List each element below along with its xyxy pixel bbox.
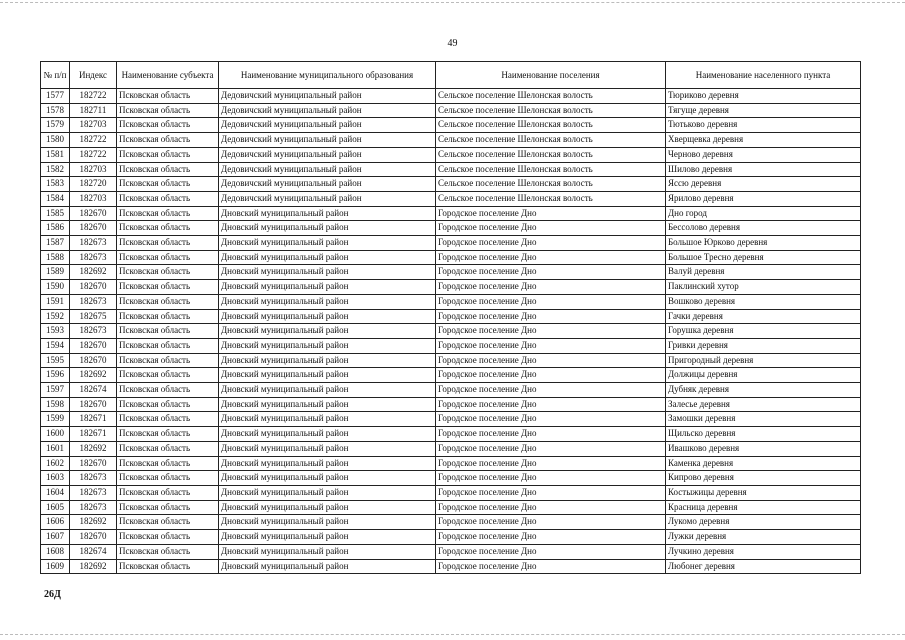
settlement-name-cell: Городское поселение Дно bbox=[436, 294, 666, 309]
postal-index-cell: 182673 bbox=[70, 236, 117, 251]
settlement-name-cell: Сельское поселение Шелонская волость bbox=[436, 89, 666, 104]
locality-name-cell: Дубняк деревня bbox=[666, 383, 861, 398]
postal-index-cell: 182673 bbox=[70, 294, 117, 309]
row-number-cell: 1603 bbox=[41, 471, 70, 486]
table-row bbox=[41, 515, 861, 530]
settlement-name-cell: Городское поселение Дно bbox=[436, 250, 666, 265]
table-row bbox=[41, 280, 861, 295]
subject-name-cell: Псковская область bbox=[117, 89, 219, 104]
locality-name-cell: Каменка деревня bbox=[666, 456, 861, 471]
settlement-name-cell: Сельское поселение Шелонская волость bbox=[436, 133, 666, 148]
settlement-name-cell: Городское поселение Дно bbox=[436, 309, 666, 324]
bottom-edge-rule bbox=[0, 634, 905, 635]
row-number-cell: 1596 bbox=[41, 368, 70, 383]
table-row bbox=[41, 221, 861, 236]
table-row bbox=[41, 309, 861, 324]
table-row bbox=[41, 118, 861, 133]
table-row bbox=[41, 338, 861, 353]
row-number-cell: 1595 bbox=[41, 353, 70, 368]
municipality-name-cell: Дновский муниципальный район bbox=[219, 338, 436, 353]
subject-name-cell: Псковская область bbox=[117, 338, 219, 353]
locality-name-cell: Дно город bbox=[666, 206, 861, 221]
column-header-settlement: Наименование поселения bbox=[436, 62, 666, 89]
row-number-cell: 1587 bbox=[41, 236, 70, 251]
settlement-name-cell: Сельское поселение Шелонская волость bbox=[436, 147, 666, 162]
locality-name-cell: Гачки деревня bbox=[666, 309, 861, 324]
municipality-name-cell: Дедовичский муниципальный район bbox=[219, 162, 436, 177]
table-row bbox=[41, 500, 861, 515]
table-row bbox=[41, 206, 861, 221]
row-number-cell: 1597 bbox=[41, 383, 70, 398]
subject-name-cell: Псковская область bbox=[117, 544, 219, 559]
postal-index-cell: 182670 bbox=[70, 221, 117, 236]
row-number-cell: 1592 bbox=[41, 309, 70, 324]
table-row bbox=[41, 324, 861, 339]
municipality-name-cell: Дновский муниципальный район bbox=[219, 515, 436, 530]
subject-name-cell: Псковская область bbox=[117, 221, 219, 236]
table-row bbox=[41, 441, 861, 456]
locality-name-cell: Тюриково деревня bbox=[666, 89, 861, 104]
page-number: 49 bbox=[447, 38, 458, 49]
municipality-name-cell: Дновский муниципальный район bbox=[219, 397, 436, 412]
row-number-cell: 1594 bbox=[41, 338, 70, 353]
postal-index-cell: 182703 bbox=[70, 118, 117, 133]
row-number-cell: 1586 bbox=[41, 221, 70, 236]
table-row bbox=[41, 147, 861, 162]
settlement-name-cell: Сельское поселение Шелонская волость bbox=[436, 177, 666, 192]
table-row bbox=[41, 427, 861, 442]
locality-name-cell: Гривки деревня bbox=[666, 338, 861, 353]
settlement-name-cell: Городское поселение Дно bbox=[436, 265, 666, 280]
settlement-name-cell: Городское поселение Дно bbox=[436, 485, 666, 500]
locality-name-cell: Шилово деревня bbox=[666, 162, 861, 177]
locality-name-cell: Горушка деревня bbox=[666, 324, 861, 339]
settlements-table bbox=[40, 61, 861, 574]
municipality-name-cell: Дедовичский муниципальный район bbox=[219, 191, 436, 206]
subject-name-cell: Псковская область bbox=[117, 383, 219, 398]
subject-name-cell: Псковская область bbox=[117, 559, 219, 574]
subject-name-cell: Псковская область bbox=[117, 530, 219, 545]
municipality-name-cell: Дновский муниципальный район bbox=[219, 383, 436, 398]
settlement-name-cell: Городское поселение Дно bbox=[436, 368, 666, 383]
subject-name-cell: Псковская область bbox=[117, 412, 219, 427]
settlement-name-cell: Городское поселение Дно bbox=[436, 353, 666, 368]
municipality-name-cell: Дновский муниципальный район bbox=[219, 250, 436, 265]
postal-index-cell: 182670 bbox=[70, 338, 117, 353]
settlement-name-cell: Городское поселение Дно bbox=[436, 544, 666, 559]
table-row bbox=[41, 133, 861, 148]
table-row bbox=[41, 89, 861, 104]
locality-name-cell: Красница деревня bbox=[666, 500, 861, 515]
table-body bbox=[41, 89, 861, 574]
municipality-name-cell: Дновский муниципальный район bbox=[219, 206, 436, 221]
settlement-name-cell: Сельское поселение Шелонская волость bbox=[436, 191, 666, 206]
subject-name-cell: Псковская область bbox=[117, 103, 219, 118]
municipality-name-cell: Дновский муниципальный район bbox=[219, 309, 436, 324]
row-number-cell: 1589 bbox=[41, 265, 70, 280]
row-number-cell: 1607 bbox=[41, 530, 70, 545]
postal-index-cell: 182670 bbox=[70, 280, 117, 295]
postal-index-cell: 182670 bbox=[70, 397, 117, 412]
subject-name-cell: Псковская область bbox=[117, 471, 219, 486]
row-number-cell: 1577 bbox=[41, 89, 70, 104]
table-row bbox=[41, 162, 861, 177]
table-row bbox=[41, 368, 861, 383]
row-number-cell: 1591 bbox=[41, 294, 70, 309]
row-number-cell: 1599 bbox=[41, 412, 70, 427]
municipality-name-cell: Дновский муниципальный район bbox=[219, 265, 436, 280]
table-row bbox=[41, 265, 861, 280]
subject-name-cell: Псковская область bbox=[117, 265, 219, 280]
postal-index-cell: 182675 bbox=[70, 309, 117, 324]
municipality-name-cell: Дедовичский муниципальный район bbox=[219, 147, 436, 162]
subject-name-cell: Псковская область bbox=[117, 515, 219, 530]
row-number-cell: 1583 bbox=[41, 177, 70, 192]
settlement-name-cell: Городское поселение Дно bbox=[436, 559, 666, 574]
column-header-subject: Наименование субъекта bbox=[117, 62, 219, 89]
settlement-name-cell: Городское поселение Дно bbox=[436, 515, 666, 530]
table-row bbox=[41, 544, 861, 559]
row-number-cell: 1604 bbox=[41, 485, 70, 500]
locality-name-cell: Тютьково деревня bbox=[666, 118, 861, 133]
subject-name-cell: Псковская область bbox=[117, 177, 219, 192]
postal-index-cell: 182671 bbox=[70, 427, 117, 442]
locality-name-cell: Ярилово деревня bbox=[666, 191, 861, 206]
locality-name-cell: Лучкино деревня bbox=[666, 544, 861, 559]
locality-name-cell: Пригородный деревня bbox=[666, 353, 861, 368]
subject-name-cell: Псковская область bbox=[117, 309, 219, 324]
postal-index-cell: 182673 bbox=[70, 500, 117, 515]
row-number-cell: 1593 bbox=[41, 324, 70, 339]
settlement-name-cell: Городское поселение Дно bbox=[436, 221, 666, 236]
postal-index-cell: 182722 bbox=[70, 89, 117, 104]
row-number-cell: 1605 bbox=[41, 500, 70, 515]
settlement-name-cell: Городское поселение Дно bbox=[436, 338, 666, 353]
table-row bbox=[41, 485, 861, 500]
municipality-name-cell: Дновский муниципальный район bbox=[219, 221, 436, 236]
municipality-name-cell: Дновский муниципальный район bbox=[219, 280, 436, 295]
postal-index-cell: 182722 bbox=[70, 133, 117, 148]
locality-name-cell: Лукомо деревня bbox=[666, 515, 861, 530]
municipality-name-cell: Дедовичский муниципальный район bbox=[219, 89, 436, 104]
subject-name-cell: Псковская область bbox=[117, 280, 219, 295]
settlement-name-cell: Городское поселение Дно bbox=[436, 456, 666, 471]
row-number-cell: 1582 bbox=[41, 162, 70, 177]
municipality-name-cell: Дновский муниципальный район bbox=[219, 427, 436, 442]
subject-name-cell: Псковская область bbox=[117, 397, 219, 412]
municipality-name-cell: Дновский муниципальный район bbox=[219, 324, 436, 339]
settlement-name-cell: Городское поселение Дно bbox=[436, 500, 666, 515]
subject-name-cell: Псковская область bbox=[117, 162, 219, 177]
postal-index-cell: 182692 bbox=[70, 265, 117, 280]
settlement-name-cell: Городское поселение Дно bbox=[436, 236, 666, 251]
subject-name-cell: Псковская область bbox=[117, 368, 219, 383]
row-number-cell: 1601 bbox=[41, 441, 70, 456]
settlement-name-cell: Городское поселение Дно bbox=[436, 324, 666, 339]
settlement-name-cell: Городское поселение Дно bbox=[436, 206, 666, 221]
locality-name-cell: Яссю деревня bbox=[666, 177, 861, 192]
postal-index-cell: 182670 bbox=[70, 530, 117, 545]
top-edge-rule bbox=[0, 2, 905, 3]
subject-name-cell: Псковская область bbox=[117, 485, 219, 500]
subject-name-cell: Псковская область bbox=[117, 236, 219, 251]
locality-name-cell: Тягуще деревня bbox=[666, 103, 861, 118]
settlement-name-cell: Городское поселение Дно bbox=[436, 383, 666, 398]
subject-name-cell: Псковская область bbox=[117, 353, 219, 368]
subject-name-cell: Псковская область bbox=[117, 441, 219, 456]
municipality-name-cell: Дновский муниципальный район bbox=[219, 471, 436, 486]
municipality-name-cell: Дедовичский муниципальный район bbox=[219, 118, 436, 133]
table-row bbox=[41, 412, 861, 427]
locality-name-cell: Щильско деревня bbox=[666, 427, 861, 442]
postal-index-cell: 182692 bbox=[70, 441, 117, 456]
settlement-name-cell: Городское поселение Дно bbox=[436, 441, 666, 456]
row-number-cell: 1580 bbox=[41, 133, 70, 148]
row-number-cell: 1602 bbox=[41, 456, 70, 471]
locality-name-cell: Кипрово деревня bbox=[666, 471, 861, 486]
locality-name-cell: Костыжицы деревня bbox=[666, 485, 861, 500]
postal-index-cell: 182673 bbox=[70, 471, 117, 486]
subject-name-cell: Псковская область bbox=[117, 500, 219, 515]
municipality-name-cell: Дновский муниципальный район bbox=[219, 353, 436, 368]
subject-name-cell: Псковская область bbox=[117, 191, 219, 206]
locality-name-cell: Валуй деревня bbox=[666, 265, 861, 280]
locality-name-cell: Ивашково деревня bbox=[666, 441, 861, 456]
table-row bbox=[41, 471, 861, 486]
subject-name-cell: Псковская область bbox=[117, 206, 219, 221]
table-row bbox=[41, 103, 861, 118]
table-row bbox=[41, 236, 861, 251]
postal-index-cell: 182674 bbox=[70, 383, 117, 398]
table-row bbox=[41, 177, 861, 192]
footer-code: 26Д bbox=[44, 589, 61, 600]
locality-name-cell: Залесье деревня bbox=[666, 397, 861, 412]
row-number-cell: 1584 bbox=[41, 191, 70, 206]
postal-index-cell: 182692 bbox=[70, 368, 117, 383]
municipality-name-cell: Дновский муниципальный район bbox=[219, 368, 436, 383]
row-number-cell: 1581 bbox=[41, 147, 70, 162]
subject-name-cell: Псковская область bbox=[117, 456, 219, 471]
table-row bbox=[41, 294, 861, 309]
subject-name-cell: Псковская область bbox=[117, 118, 219, 133]
subject-name-cell: Псковская область bbox=[117, 250, 219, 265]
municipality-name-cell: Дновский муниципальный район bbox=[219, 544, 436, 559]
table-row bbox=[41, 250, 861, 265]
row-number-cell: 1578 bbox=[41, 103, 70, 118]
subject-name-cell: Псковская область bbox=[117, 147, 219, 162]
table-row bbox=[41, 397, 861, 412]
row-number-cell: 1585 bbox=[41, 206, 70, 221]
municipality-name-cell: Дновский муниципальный район bbox=[219, 485, 436, 500]
municipality-name-cell: Дедовичский муниципальный район bbox=[219, 103, 436, 118]
settlement-name-cell: Городское поселение Дно bbox=[436, 280, 666, 295]
postal-index-cell: 182692 bbox=[70, 559, 117, 574]
postal-index-cell: 182674 bbox=[70, 544, 117, 559]
postal-index-cell: 182670 bbox=[70, 353, 117, 368]
row-number-cell: 1608 bbox=[41, 544, 70, 559]
table-row bbox=[41, 559, 861, 574]
municipality-name-cell: Дновский муниципальный район bbox=[219, 236, 436, 251]
postal-index-cell: 182703 bbox=[70, 162, 117, 177]
subject-name-cell: Псковская область bbox=[117, 427, 219, 442]
postal-index-cell: 182673 bbox=[70, 250, 117, 265]
table-row bbox=[41, 383, 861, 398]
settlement-name-cell: Городское поселение Дно bbox=[436, 427, 666, 442]
locality-name-cell: Должицы деревня bbox=[666, 368, 861, 383]
row-number-cell: 1600 bbox=[41, 427, 70, 442]
column-header-index: Индекс bbox=[70, 62, 117, 89]
subject-name-cell: Псковская область bbox=[117, 294, 219, 309]
municipality-name-cell: Дновский муниципальный район bbox=[219, 412, 436, 427]
settlement-name-cell: Городское поселение Дно bbox=[436, 397, 666, 412]
postal-index-cell: 182692 bbox=[70, 515, 117, 530]
locality-name-cell: Большое Юрково деревня bbox=[666, 236, 861, 251]
table-row bbox=[41, 191, 861, 206]
locality-name-cell: Замошки деревня bbox=[666, 412, 861, 427]
locality-name-cell: Любонег деревня bbox=[666, 559, 861, 574]
postal-index-cell: 182711 bbox=[70, 103, 117, 118]
postal-index-cell: 182670 bbox=[70, 206, 117, 221]
settlement-name-cell: Сельское поселение Шелонская волость bbox=[436, 103, 666, 118]
municipality-name-cell: Дновский муниципальный район bbox=[219, 294, 436, 309]
postal-index-cell: 182722 bbox=[70, 147, 117, 162]
subject-name-cell: Псковская область bbox=[117, 324, 219, 339]
settlement-name-cell: Городское поселение Дно bbox=[436, 530, 666, 545]
locality-name-cell: Лужки деревня bbox=[666, 530, 861, 545]
postal-index-cell: 182670 bbox=[70, 456, 117, 471]
postal-index-cell: 182673 bbox=[70, 485, 117, 500]
row-number-cell: 1606 bbox=[41, 515, 70, 530]
locality-name-cell: Черново деревня bbox=[666, 147, 861, 162]
row-number-cell: 1588 bbox=[41, 250, 70, 265]
locality-name-cell: Вошково деревня bbox=[666, 294, 861, 309]
postal-index-cell: 182671 bbox=[70, 412, 117, 427]
row-number-cell: 1579 bbox=[41, 118, 70, 133]
table-row bbox=[41, 456, 861, 471]
locality-name-cell: Большое Тресно деревня bbox=[666, 250, 861, 265]
locality-name-cell: Бессолово деревня bbox=[666, 221, 861, 236]
table-row bbox=[41, 353, 861, 368]
municipality-name-cell: Дновский муниципальный район bbox=[219, 441, 436, 456]
municipality-name-cell: Дновский муниципальный район bbox=[219, 530, 436, 545]
postal-index-cell: 182673 bbox=[70, 324, 117, 339]
column-header-locality: Наименование населенного пункта bbox=[666, 62, 861, 89]
column-header-municipality: Наименование муниципального образования bbox=[219, 62, 436, 89]
row-number-cell: 1609 bbox=[41, 559, 70, 574]
row-number-cell: 1590 bbox=[41, 280, 70, 295]
settlement-name-cell: Сельское поселение Шелонская волость bbox=[436, 118, 666, 133]
subject-name-cell: Псковская область bbox=[117, 133, 219, 148]
settlement-name-cell: Городское поселение Дно bbox=[436, 412, 666, 427]
column-header-number: № п/п bbox=[41, 62, 70, 89]
municipality-name-cell: Дедовичский муниципальный район bbox=[219, 177, 436, 192]
municipality-name-cell: Дедовичский муниципальный район bbox=[219, 133, 436, 148]
locality-name-cell: Хверщевка деревня bbox=[666, 133, 861, 148]
settlement-name-cell: Сельское поселение Шелонская волость bbox=[436, 162, 666, 177]
locality-name-cell: Паклинский хутор bbox=[666, 280, 861, 295]
postal-index-cell: 182720 bbox=[70, 177, 117, 192]
municipality-name-cell: Дновский муниципальный район bbox=[219, 456, 436, 471]
table-header-row bbox=[41, 62, 861, 89]
settlement-name-cell: Городское поселение Дно bbox=[436, 471, 666, 486]
municipality-name-cell: Дновский муниципальный район bbox=[219, 559, 436, 574]
municipality-name-cell: Дновский муниципальный район bbox=[219, 500, 436, 515]
table-row bbox=[41, 530, 861, 545]
postal-index-cell: 182703 bbox=[70, 191, 117, 206]
row-number-cell: 1598 bbox=[41, 397, 70, 412]
